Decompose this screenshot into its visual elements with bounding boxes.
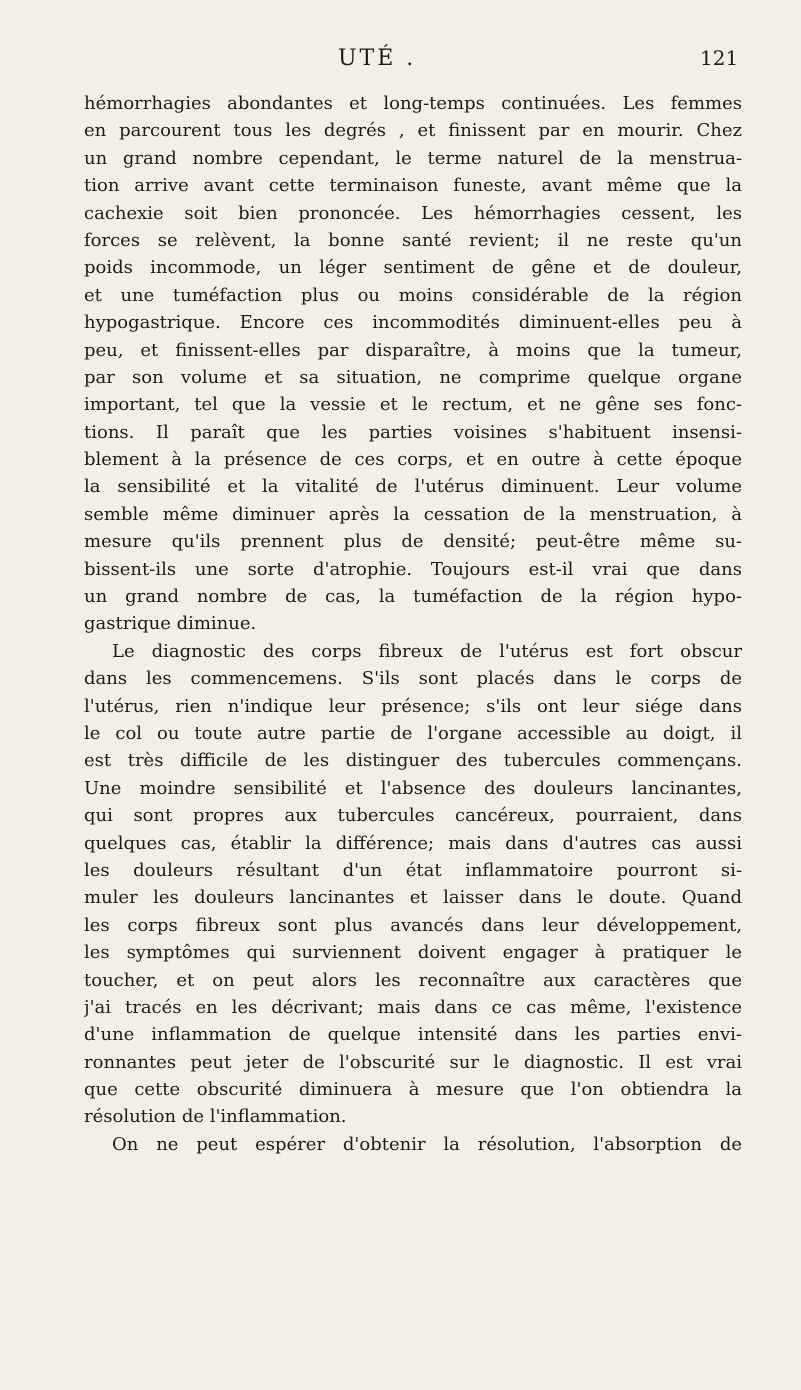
text-line: hypogastrique. Encore ces incommodités diminuent-elles peu à [84, 312, 742, 334]
text-line: tions. Il paraît que les parties voisines s'habituent insensi- [84, 421, 742, 443]
text-line: résolution de l'inflammation. [84, 1106, 347, 1128]
text-line: semble même diminuer après la cessation de la menstruation, à [84, 503, 742, 525]
text-line: tion arrive avant cette terminaison funeste, avant même que la [84, 175, 742, 197]
text-line: qui sont propres aux tubercules cancéreux, pourraient, dans [84, 805, 742, 827]
text-line: dans les commencemens. S'ils sont placés dans le corps de [84, 668, 742, 690]
text-line: forces se relèvent, la bonne santé revient; il ne reste qu'un [84, 229, 742, 251]
text-line: ronnantes peut jeter de l'obscurité sur le diagnostic. Il est vrai [84, 1051, 742, 1073]
text-line: poids incommode, un léger sentiment de gêne et de douleur, [84, 257, 742, 279]
text-line: important, tel que la vessie et le rectum, et ne gêne ses fonc- [84, 394, 742, 416]
text-line: que cette obscurité diminuera à mesure que l'on obtiendra la [84, 1079, 742, 1101]
text-line: en parcourent tous les degrés , et finissent par en mourir. Chez [84, 120, 742, 142]
text-line: On ne peut espérer d'obtenir la résolution, l'absorption de [112, 1133, 742, 1155]
text-line: Le diagnostic des corps fibreux de l'utérus est fort obscur [112, 640, 742, 662]
running-head [0, 46, 801, 76]
text-line: cachexie soit bien prononcée. Les hémorrhagies cessent, les [84, 202, 742, 224]
text-line: les douleurs résultant d'un état inflammatoire pourront si- [84, 859, 742, 881]
text-line: j'ai tracés en les décrivant; mais dans ce cas même, l'existence [84, 996, 742, 1018]
text-line: et une tuméfaction plus ou moins considérable de la région [84, 284, 742, 306]
text-line: bissent-ils une sorte d'atrophie. Toujours est-il vrai que dans [84, 558, 742, 580]
text-line: d'une inflammation de quelque intensité dans les parties envi- [84, 1024, 742, 1046]
text-line: les corps fibreux sont plus avancés dans leur développement, [84, 914, 742, 936]
page-number: 121 [700, 46, 739, 70]
text-line: un grand nombre cependant, le terme naturel de la menstrua- [84, 147, 742, 169]
body-text [84, 90, 742, 1158]
text-line: la sensibilité et la vitalité de l'utérus diminuent. Leur volume [84, 476, 742, 498]
text-line: hémorrhagies abondantes et long-temps continuées. Les femmes [84, 93, 742, 114]
text-line: est très difficile de les distinguer des tubercules commençans. [84, 750, 742, 772]
text-line: le col ou toute autre partie de l'organe accessible au doigt, il [84, 722, 742, 744]
text-line: toucher, et on peut alors les reconnaître aux caractères que [84, 969, 742, 991]
text-line: peu, et finissent-elles par disparaître, à moins que la tumeur, [84, 339, 742, 361]
text-line: Une moindre sensibilité et l'absence des douleurs lancinantes, [84, 777, 742, 799]
text-line: mesure qu'ils prennent plus de densité; peut-être même su- [84, 531, 742, 553]
running-head-title: UTÉ . [338, 46, 417, 71]
text-line: par son volume et sa situation, ne comprime quelque organe [84, 366, 742, 388]
text-line: quelques cas, établir la différence; mais dans d'autres cas aussi [84, 832, 742, 854]
text-line: un grand nombre de cas, la tuméfaction de la région hypo- [84, 586, 742, 608]
text-line: les symptômes qui surviennent doivent engager à pratiquer le [84, 942, 742, 964]
text-line: blement à la présence de ces corps, et en outre à cette époque [84, 449, 742, 471]
text-line: l'utérus, rien n'indique leur présence; s'ils ont leur siége dans [84, 695, 742, 717]
text-line: gastrique diminue. [84, 613, 257, 635]
text-line: muler les douleurs lancinantes et laisser dans le doute. Quand [84, 887, 742, 909]
